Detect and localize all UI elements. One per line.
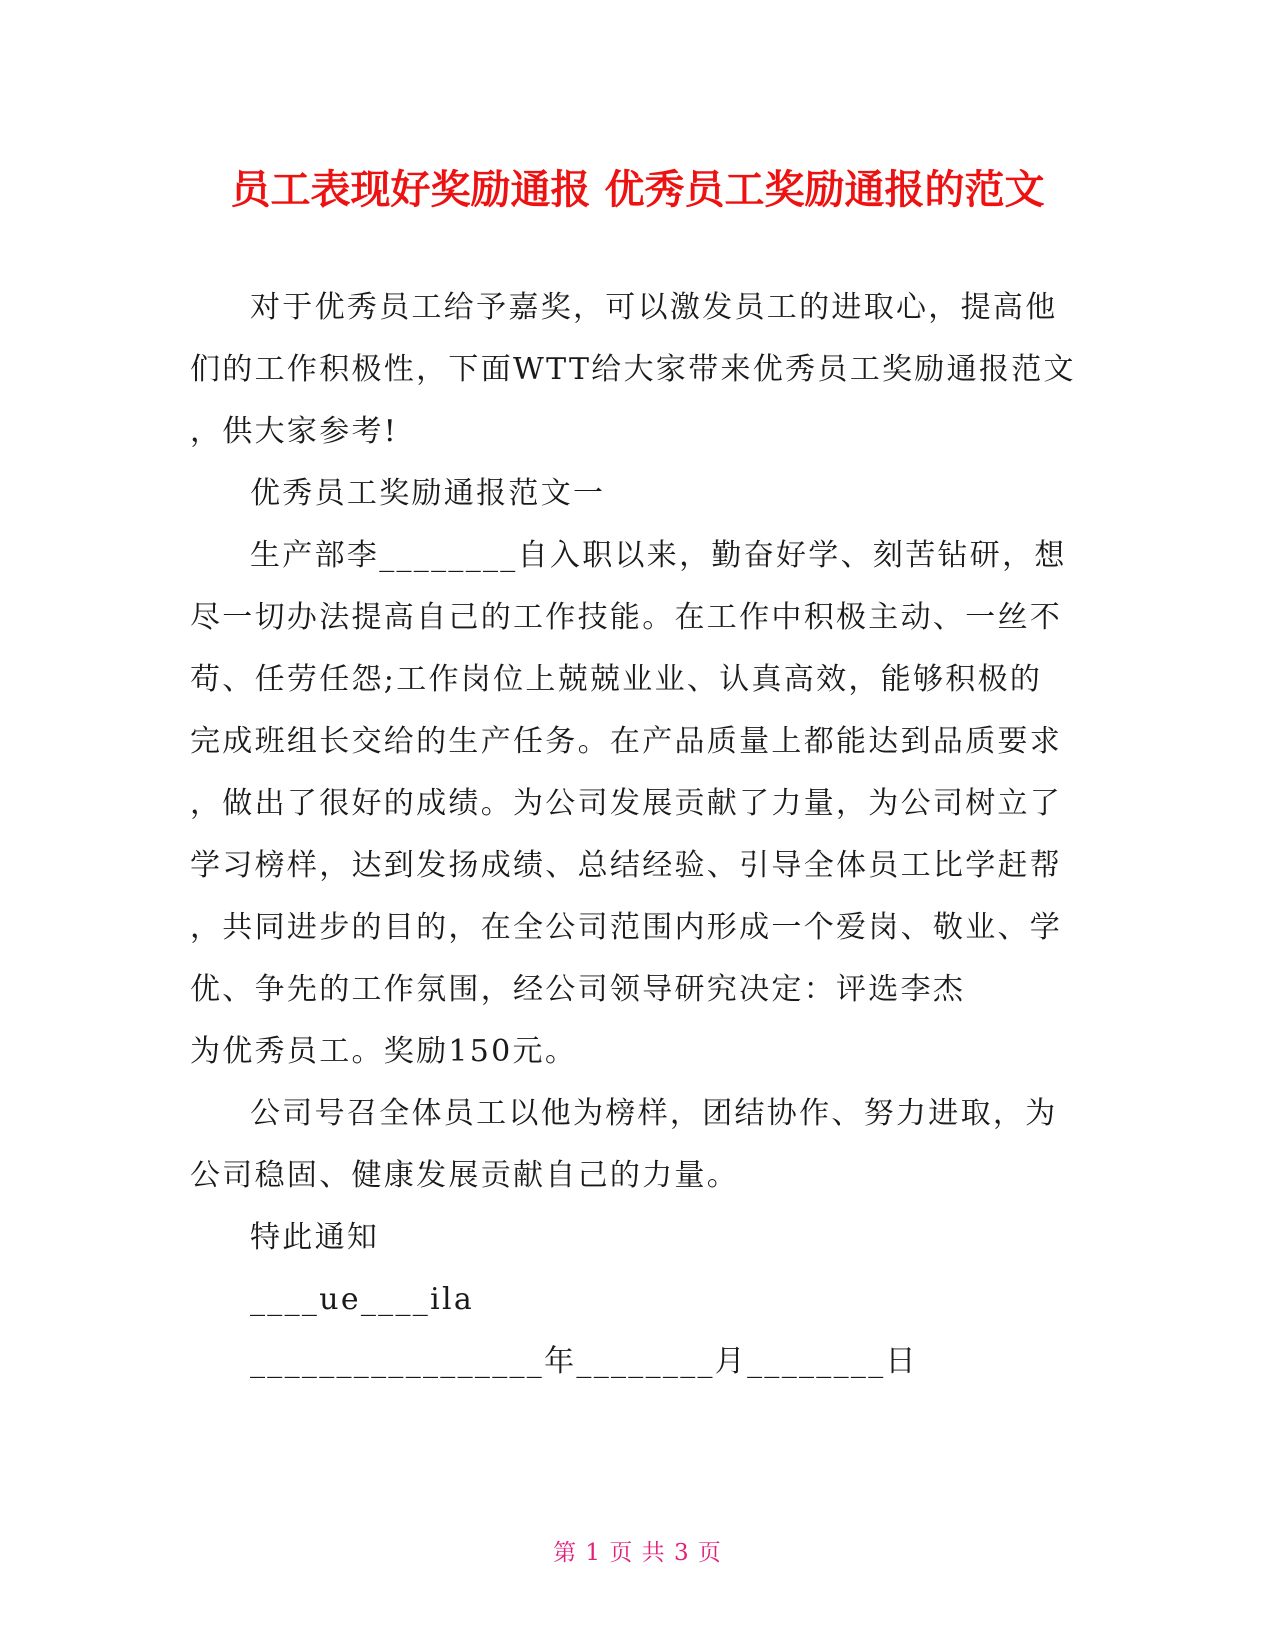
paragraph-line: 公司号召全体员工以他为榜样，团结协作、努力进取，为 <box>250 1096 1058 1131</box>
date-line: _________________年________月________日 <box>250 1344 918 1379</box>
paragraph-line: ，供大家参考! <box>190 414 399 449</box>
paragraph-line: 为优秀员工。奖励150元。 <box>190 1034 578 1069</box>
signature-line: ____ue____ila <box>250 1282 475 1317</box>
paragraph-line: 公司稳固、健康发展贡献自己的力量。 <box>190 1158 740 1193</box>
paragraph-line: 们的工作积极性，下面WTT给大家带来优秀员工奖励通报范文 <box>190 352 1076 387</box>
paragraph-line: 学习榜样，达到发扬成绩、总结经验、引导全体员工比学赶帮 <box>190 848 1063 883</box>
paragraph-line: 对于优秀员工给予嘉奖，可以激发员工的进取心，提高他 <box>250 290 1058 325</box>
paragraph-line: 尽一切办法提高自己的工作技能。在工作中积极主动、一丝不 <box>190 600 1063 635</box>
paragraph-line: 完成班组长交给的生产任务。在产品质量上都能达到品质要求 <box>190 724 1063 759</box>
paragraph-line: ，做出了很好的成绩。为公司发展贡献了力量，为公司树立了 <box>190 786 1063 821</box>
page-number-footer: 第 1 页 共 3 页 <box>553 1540 722 1566</box>
paragraph-line: 苟、任劳任怨;工作岗位上兢兢业业、认真高效，能够积极的 <box>190 662 1043 697</box>
document-title: 员工表现好奖励通报 优秀员工奖励通报的范文 <box>230 167 1045 213</box>
section-heading: 优秀员工奖励通报范文一 <box>250 476 606 511</box>
notice-closing: 特此通知 <box>250 1220 380 1255</box>
paragraph-line: ，共同进步的目的，在全公司范围内形成一个爱岗、敬业、学 <box>190 910 1063 945</box>
paragraph-line: 优、争先的工作氛围，经公司领导研究决定：评选李杰 <box>190 972 966 1007</box>
paragraph-line: 生产部李________自入职以来，勤奋好学、刻苦钻研，想 <box>250 538 1067 573</box>
